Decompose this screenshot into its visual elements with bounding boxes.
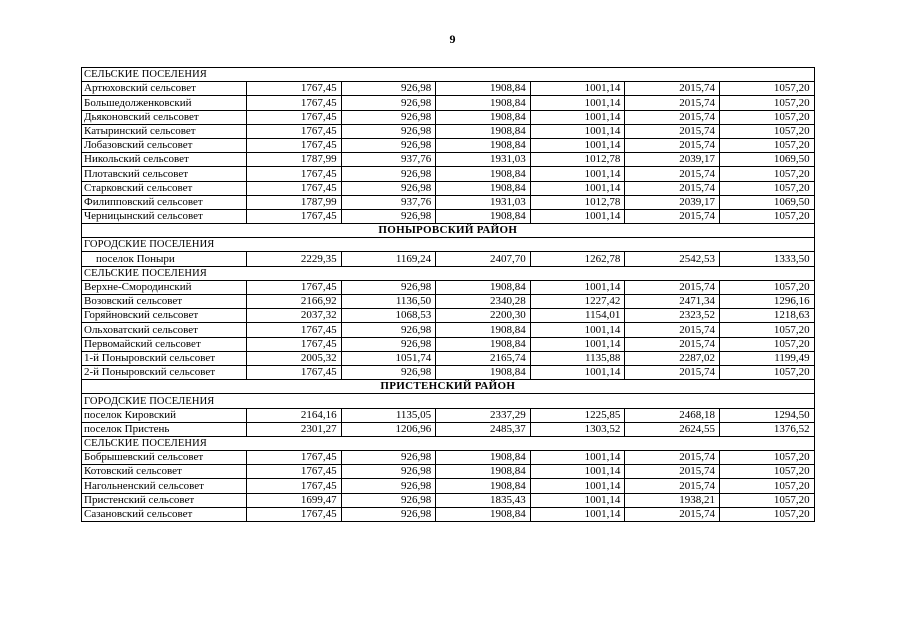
table-row <box>82 110 815 124</box>
value-cell: 1057,20 <box>719 365 814 379</box>
section-header-row <box>82 238 815 252</box>
value-cell: 926,98 <box>341 280 436 294</box>
settlement-name: 1-й Поныровский сельсовет <box>82 351 247 365</box>
value-cell: 2624,55 <box>625 422 720 436</box>
value-cell: 937,76 <box>341 195 436 209</box>
value-cell: 1001,14 <box>530 365 625 379</box>
value-cell: 1001,14 <box>530 479 625 493</box>
value-cell: 2005,32 <box>247 351 342 365</box>
table-row <box>82 337 815 351</box>
value-cell: 926,98 <box>341 493 436 507</box>
table-row <box>82 351 815 365</box>
section-header-row <box>82 68 815 82</box>
value-cell: 1057,20 <box>719 337 814 351</box>
value-cell: 2015,74 <box>625 507 720 521</box>
value-cell: 1057,20 <box>719 451 814 465</box>
table-row <box>82 493 815 507</box>
value-cell: 1057,20 <box>719 167 814 181</box>
table-row <box>82 365 815 379</box>
value-cell: 2015,74 <box>625 465 720 479</box>
settlement-name: поселок Кировский <box>82 408 247 422</box>
section-label: СЕЛЬСКИЕ ПОСЕЛЕНИЯ <box>82 68 815 82</box>
value-cell: 1767,45 <box>247 209 342 223</box>
value-cell: 1057,20 <box>719 138 814 152</box>
settlement-name: Сазановский сельсовет <box>82 507 247 521</box>
value-cell: 2323,52 <box>625 309 720 323</box>
value-cell: 926,98 <box>341 167 436 181</box>
value-cell: 1001,14 <box>530 138 625 152</box>
value-cell: 1001,14 <box>530 82 625 96</box>
value-cell: 1225,85 <box>530 408 625 422</box>
value-cell: 926,98 <box>341 138 436 152</box>
table-row <box>82 167 815 181</box>
value-cell: 1068,53 <box>341 309 436 323</box>
value-cell: 2039,17 <box>625 153 720 167</box>
value-cell: 1908,84 <box>436 138 531 152</box>
value-cell: 1069,50 <box>719 153 814 167</box>
table-body <box>82 68 815 522</box>
district-header-row <box>82 224 815 238</box>
value-cell: 926,98 <box>341 110 436 124</box>
value-cell: 1057,20 <box>719 507 814 521</box>
value-cell: 2015,74 <box>625 181 720 195</box>
value-cell: 1787,99 <box>247 153 342 167</box>
settlement-name: Артюховский сельсовет <box>82 82 247 96</box>
value-cell: 1908,84 <box>436 181 531 195</box>
value-cell: 1135,05 <box>341 408 436 422</box>
settlement-name: Бобрышевский сельсовет <box>82 451 247 465</box>
value-cell: 2165,74 <box>436 351 531 365</box>
value-cell: 1001,14 <box>530 451 625 465</box>
value-cell: 926,98 <box>341 323 436 337</box>
value-cell: 1227,42 <box>530 295 625 309</box>
value-cell: 1908,84 <box>436 337 531 351</box>
value-cell: 926,98 <box>341 96 436 110</box>
settlement-name: Дьяконовский сельсовет <box>82 110 247 124</box>
value-cell: 2164,16 <box>247 408 342 422</box>
value-cell: 926,98 <box>341 465 436 479</box>
settlement-name: Нагольненский сельсовет <box>82 479 247 493</box>
settlement-name: Филипповский сельсовет <box>82 195 247 209</box>
value-cell: 1931,03 <box>436 153 531 167</box>
value-cell: 1001,14 <box>530 167 625 181</box>
section-label: ГОРОДСКИЕ ПОСЕЛЕНИЯ <box>82 238 815 252</box>
value-cell: 1376,52 <box>719 422 814 436</box>
value-cell: 1699,47 <box>247 493 342 507</box>
value-cell: 2015,74 <box>625 451 720 465</box>
value-cell: 1057,20 <box>719 181 814 195</box>
value-cell: 926,98 <box>341 82 436 96</box>
section-label: ГОРОДСКИЕ ПОСЕЛЕНИЯ <box>82 394 815 408</box>
value-cell: 1931,03 <box>436 195 531 209</box>
value-cell: 1206,96 <box>341 422 436 436</box>
table-row <box>82 323 815 337</box>
settlement-name: 2-й Поныровский сельсовет <box>82 365 247 379</box>
table-row <box>82 96 815 110</box>
value-cell: 2015,74 <box>625 280 720 294</box>
value-cell: 2015,74 <box>625 138 720 152</box>
value-cell: 2166,92 <box>247 295 342 309</box>
value-cell: 1767,45 <box>247 365 342 379</box>
table-row <box>82 209 815 223</box>
value-cell: 1767,45 <box>247 167 342 181</box>
value-cell: 1908,84 <box>436 167 531 181</box>
value-cell: 2301,27 <box>247 422 342 436</box>
value-cell: 926,98 <box>341 337 436 351</box>
value-cell: 1057,20 <box>719 82 814 96</box>
value-cell: 1908,84 <box>436 465 531 479</box>
table-row <box>82 138 815 152</box>
value-cell: 1218,63 <box>719 309 814 323</box>
value-cell: 1908,84 <box>436 507 531 521</box>
value-cell: 926,98 <box>341 181 436 195</box>
value-cell: 1767,45 <box>247 451 342 465</box>
value-cell: 2542,53 <box>625 252 720 266</box>
value-cell: 1908,84 <box>436 82 531 96</box>
value-cell: 2485,37 <box>436 422 531 436</box>
settlement-name: Лобазовский сельсовет <box>82 138 247 152</box>
value-cell: 2039,17 <box>625 195 720 209</box>
settlement-name: Возовский сельсовет <box>82 295 247 309</box>
value-cell: 2015,74 <box>625 124 720 138</box>
table-row <box>82 124 815 138</box>
value-cell: 1908,84 <box>436 280 531 294</box>
value-cell: 2037,32 <box>247 309 342 323</box>
value-cell: 2015,74 <box>625 96 720 110</box>
value-cell: 2468,18 <box>625 408 720 422</box>
value-cell: 1908,84 <box>436 124 531 138</box>
table-row <box>82 451 815 465</box>
value-cell: 1001,14 <box>530 507 625 521</box>
value-cell: 2407,70 <box>436 252 531 266</box>
section-label: СЕЛЬСКИЕ ПОСЕЛЕНИЯ <box>82 266 815 280</box>
value-cell: 926,98 <box>341 124 436 138</box>
value-cell: 1069,50 <box>719 195 814 209</box>
value-cell: 1835,43 <box>436 493 531 507</box>
page-number: 9 <box>449 32 456 46</box>
value-cell: 1296,16 <box>719 295 814 309</box>
table-row <box>82 422 815 436</box>
table-row <box>82 479 815 493</box>
value-cell: 926,98 <box>341 479 436 493</box>
value-cell: 1767,45 <box>247 479 342 493</box>
value-cell: 1169,24 <box>341 252 436 266</box>
value-cell: 1057,20 <box>719 465 814 479</box>
value-cell: 1001,14 <box>530 493 625 507</box>
district-header-row <box>82 380 815 394</box>
value-cell: 1001,14 <box>530 209 625 223</box>
value-cell: 1908,84 <box>436 323 531 337</box>
value-cell: 1767,45 <box>247 96 342 110</box>
settlement-name: Катыринский сельсовет <box>82 124 247 138</box>
table-row <box>82 507 815 521</box>
value-cell: 2015,74 <box>625 365 720 379</box>
value-cell: 1057,20 <box>719 96 814 110</box>
value-cell: 1294,50 <box>719 408 814 422</box>
table-row <box>82 153 815 167</box>
value-cell: 2337,29 <box>436 408 531 422</box>
value-cell: 2471,34 <box>625 295 720 309</box>
table-row <box>82 252 815 266</box>
settlement-name: Первомайский сельсовет <box>82 337 247 351</box>
value-cell: 1001,14 <box>530 280 625 294</box>
value-cell: 2015,74 <box>625 209 720 223</box>
value-cell: 2287,02 <box>625 351 720 365</box>
settlement-name: Пристенский сельсовет <box>82 493 247 507</box>
value-cell: 1767,45 <box>247 110 342 124</box>
value-cell: 1767,45 <box>247 337 342 351</box>
table-row <box>82 295 815 309</box>
value-cell: 1012,78 <box>530 153 625 167</box>
value-cell: 1154,01 <box>530 309 625 323</box>
settlement-name: Плотавский сельсовет <box>82 167 247 181</box>
district-title: ПОНЫРОВСКИЙ РАЙОН <box>82 224 815 238</box>
table-row <box>82 181 815 195</box>
value-cell: 1135,88 <box>530 351 625 365</box>
value-cell: 1012,78 <box>530 195 625 209</box>
district-title: ПРИСТЕНСКИЙ РАЙОН <box>82 380 815 394</box>
value-cell: 926,98 <box>341 451 436 465</box>
value-cell: 2015,74 <box>625 82 720 96</box>
value-cell: 2200,30 <box>436 309 531 323</box>
value-cell: 1057,20 <box>719 110 814 124</box>
value-cell: 1057,20 <box>719 323 814 337</box>
settlement-name: Большедолженковский <box>82 96 247 110</box>
settlement-name: Котовский сельсовет <box>82 465 247 479</box>
value-cell: 1767,45 <box>247 323 342 337</box>
settlement-name: Верхне-Смородинский <box>82 280 247 294</box>
section-label: СЕЛЬСКИЕ ПОСЕЛЕНИЯ <box>82 436 815 450</box>
value-cell: 2015,74 <box>625 337 720 351</box>
value-cell: 1303,52 <box>530 422 625 436</box>
value-cell: 937,76 <box>341 153 436 167</box>
table-row <box>82 408 815 422</box>
value-cell: 1938,21 <box>625 493 720 507</box>
value-cell: 1057,20 <box>719 124 814 138</box>
value-cell: 2015,74 <box>625 167 720 181</box>
value-cell: 1001,14 <box>530 124 625 138</box>
value-cell: 1908,84 <box>436 479 531 493</box>
value-cell: 1908,84 <box>436 365 531 379</box>
value-cell: 1908,84 <box>436 451 531 465</box>
settlement-name: Горяйновский сельсовет <box>82 309 247 323</box>
value-cell: 1057,20 <box>719 280 814 294</box>
value-cell: 1333,50 <box>719 252 814 266</box>
value-cell: 1051,74 <box>341 351 436 365</box>
section-header-row <box>82 266 815 280</box>
value-cell: 1767,45 <box>247 280 342 294</box>
value-cell: 1057,20 <box>719 493 814 507</box>
value-cell: 1001,14 <box>530 465 625 479</box>
table-row <box>82 280 815 294</box>
value-cell: 1057,20 <box>719 209 814 223</box>
value-cell: 1767,45 <box>247 465 342 479</box>
value-cell: 926,98 <box>341 365 436 379</box>
value-cell: 1767,45 <box>247 138 342 152</box>
settlement-name: Никольский сельсовет <box>82 153 247 167</box>
table-row <box>82 309 815 323</box>
value-cell: 1767,45 <box>247 181 342 195</box>
value-cell: 2229,35 <box>247 252 342 266</box>
value-cell: 2015,74 <box>625 110 720 124</box>
section-header-row <box>82 394 815 408</box>
value-cell: 1767,45 <box>247 82 342 96</box>
value-cell: 1001,14 <box>530 181 625 195</box>
tariff-table <box>81 67 815 522</box>
value-cell: 1262,78 <box>530 252 625 266</box>
section-header-row <box>82 436 815 450</box>
table-row <box>82 82 815 96</box>
value-cell: 926,98 <box>341 507 436 521</box>
settlement-name: Черницынский сельсовет <box>82 209 247 223</box>
value-cell: 1767,45 <box>247 124 342 138</box>
value-cell: 1199,49 <box>719 351 814 365</box>
value-cell: 1001,14 <box>530 96 625 110</box>
settlement-name: поселок Поныри <box>82 252 247 266</box>
settlement-name: Ольховатский сельсовет <box>82 323 247 337</box>
value-cell: 1908,84 <box>436 96 531 110</box>
value-cell: 1057,20 <box>719 479 814 493</box>
value-cell: 2340,28 <box>436 295 531 309</box>
value-cell: 1001,14 <box>530 110 625 124</box>
value-cell: 926,98 <box>341 209 436 223</box>
value-cell: 1136,50 <box>341 295 436 309</box>
value-cell: 1908,84 <box>436 209 531 223</box>
value-cell: 1908,84 <box>436 110 531 124</box>
settlement-name: поселок Пристень <box>82 422 247 436</box>
table-row <box>82 195 815 209</box>
table-row <box>82 465 815 479</box>
value-cell: 1001,14 <box>530 323 625 337</box>
value-cell: 2015,74 <box>625 479 720 493</box>
settlement-name: Старковский сельсовет <box>82 181 247 195</box>
value-cell: 1767,45 <box>247 507 342 521</box>
value-cell: 2015,74 <box>625 323 720 337</box>
value-cell: 1001,14 <box>530 337 625 351</box>
value-cell: 1787,99 <box>247 195 342 209</box>
